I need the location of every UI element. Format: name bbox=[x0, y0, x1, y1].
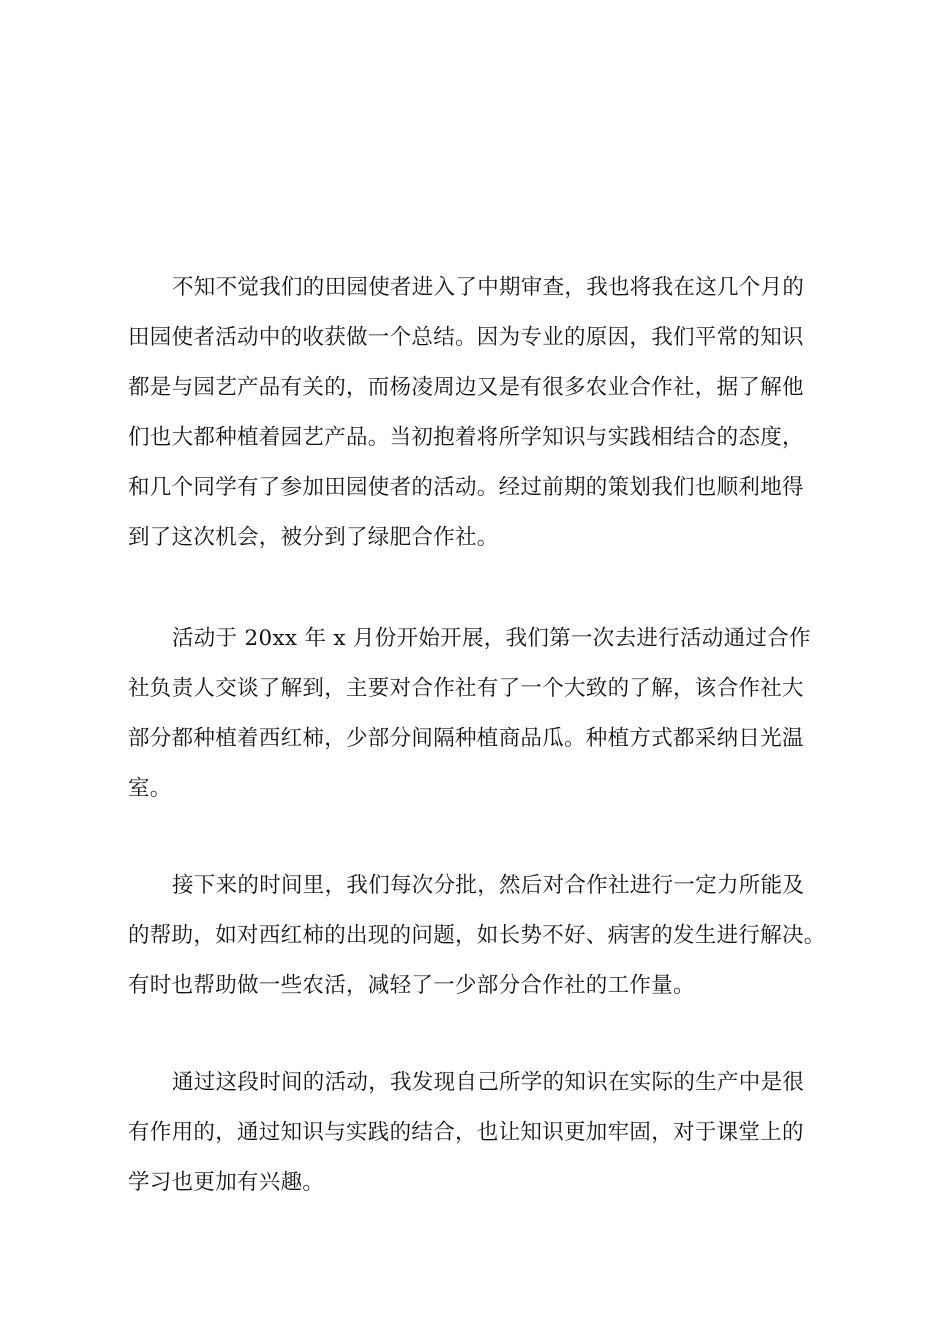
paragraph-line: 室。 bbox=[128, 776, 172, 801]
paragraph-line: 田园使者活动中的收获做一个总结。因为专业的原因，我们平常的知识 bbox=[128, 325, 804, 350]
paragraph-line: 部分都种植着西红柿，少部分间隔种植商品瓜。种植方式都采纳日光温 bbox=[128, 726, 804, 751]
paragraph-line: 社负责人交谈了解到，主要对合作社有了一个大致的了解，该合作社大 bbox=[128, 676, 804, 701]
paragraph-3 bbox=[128, 861, 848, 1011]
paragraph-line: 到了这次机会，被分到了绿肥合作社。 bbox=[128, 525, 499, 550]
paragraph-line: 学习也更加有兴趣。 bbox=[128, 1170, 325, 1195]
paragraph-2 bbox=[128, 614, 848, 814]
paragraph-line: 活动于 20xx 年 x 月份开始开展，我们第一次去进行活动通过合作 bbox=[172, 626, 811, 651]
paragraph-line: 的帮助，如对西红柿的出现的问题，如长势不好、病害的发生进行解决。 bbox=[128, 923, 826, 948]
paragraph-line: 和几个同学有了参加田园使者的活动。经过前期的策划我们也顺利地得 bbox=[128, 475, 804, 500]
paragraph-line: 们也大都种植着园艺产品。当初抱着将所学知识与实践相结合的态度， bbox=[128, 425, 804, 450]
paragraph-line: 通过这段时间的活动，我发现自己所学的知识在实际的生产中是很 bbox=[172, 1070, 805, 1095]
paragraph-line: 接下来的时间里，我们每次分批，然后对合作社进行一定力所能及 bbox=[172, 873, 805, 898]
paragraph-line: 有作用的，通过知识与实践的结合，也让知识更加牢固，对于课堂上的 bbox=[128, 1120, 804, 1145]
paragraph-4 bbox=[128, 1058, 848, 1208]
paragraph-1 bbox=[128, 263, 848, 563]
paragraph-line: 有时也帮助做一些农活，减轻了一少部分合作社的工作量。 bbox=[128, 973, 695, 998]
paragraph-line: 不知不觉我们的田园使者进入了中期审查，我也将我在这几个月的 bbox=[172, 275, 805, 300]
paragraph-line: 都是与园艺产品有关的，而杨凌周边又是有很多农业合作社，据了解他 bbox=[128, 375, 804, 400]
